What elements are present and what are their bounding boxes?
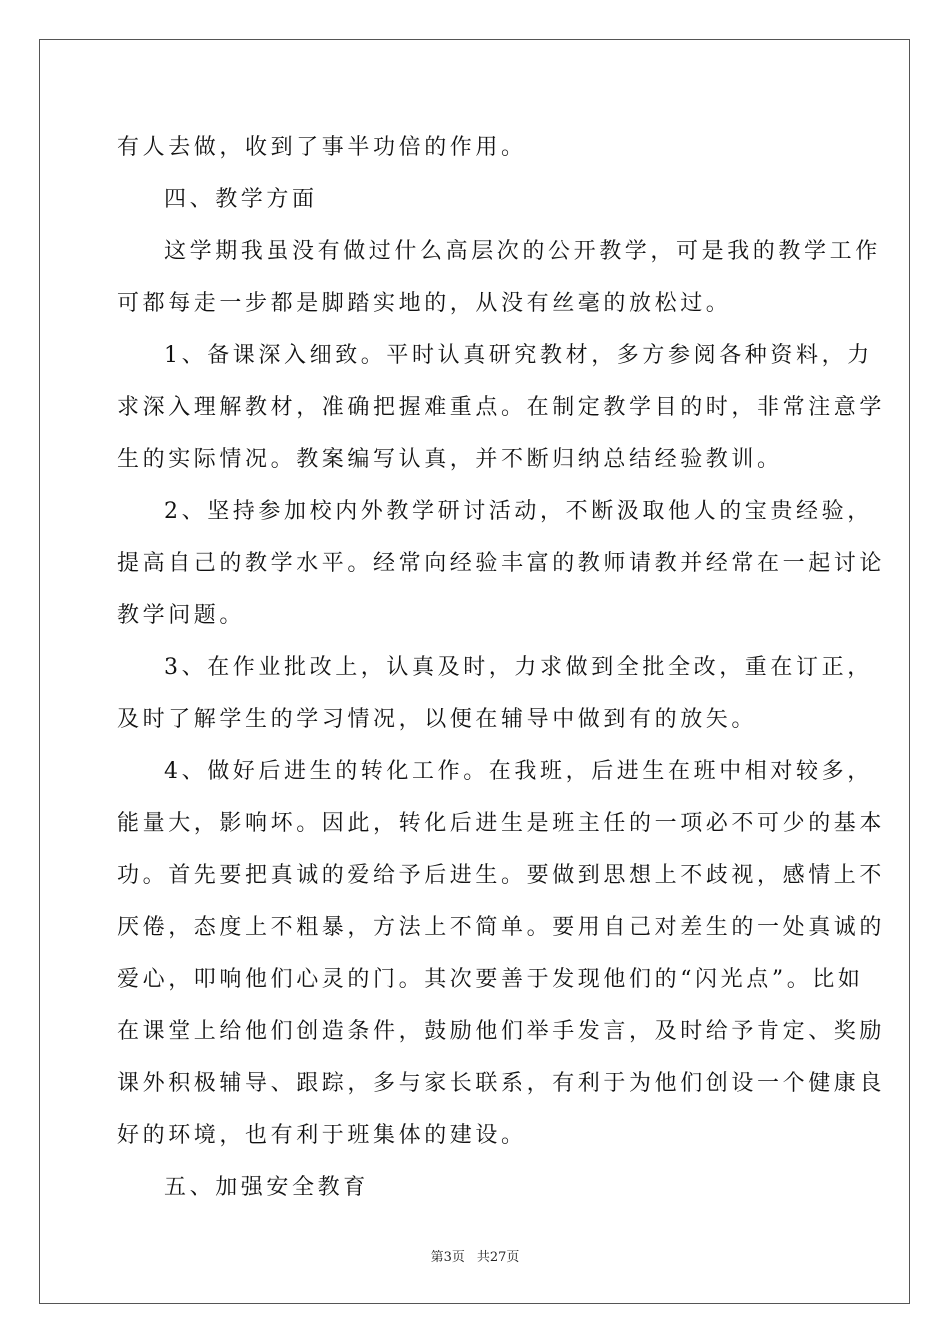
text-line: 1、备课深入细致。平时认真研究教材，多方参阅各种资料，力 — [164, 343, 873, 368]
text-line: 能量大，影响坏。因此，转化后进生是班主任的一项必不可少的基本 — [117, 811, 886, 836]
document-body — [117, 128, 886, 1220]
text-line: 3、在作业批改上，认真及时，力求做到全批全改，重在订正， — [164, 655, 873, 680]
page-number: 第3页 — [430, 1250, 465, 1265]
text-line: 好的环境，也有利于班集体的建设。 — [117, 1123, 527, 1148]
text-line: 求深入理解教材，准确把握难重点。在制定教学目的时，非常注意学 — [117, 395, 886, 420]
text-line: 可都每走一步都是脚踏实地的，从没有丝毫的放松过。 — [117, 291, 732, 316]
text-line: 厌倦，态度上不粗暴，方法上不简单。要用自己对差生的一处真诚的 — [117, 915, 886, 940]
text-line: 及时了解学生的学习情况，以便在辅导中做到有的放矢。 — [117, 707, 758, 732]
text-line: 功。首先要把真诚的爱给予后进生。要做到思想上不歧视，感情上不 — [117, 863, 886, 888]
text-line: 在课堂上给他们创造条件，鼓励他们举手发言，及时给予肯定、奖励 — [117, 1019, 886, 1044]
page-footer — [0, 1246, 950, 1265]
text-line: 2、坚持参加校内外教学研讨活动，不断汲取他人的宝贵经验， — [164, 499, 873, 524]
text-line: 生的实际情况。教案编写认真，并不断归纳总结经验教训。 — [117, 447, 783, 472]
page-total: 共27页 — [476, 1250, 520, 1265]
text-line: 4、做好后进生的转化工作。在我班，后进生在班中相对较多， — [164, 759, 873, 784]
text-line: 这学期我虽没有做过什么高层次的公开教学，可是我的教学工作 — [164, 239, 881, 264]
text-line: 爱心，叩响他们心灵的门。其次要善于发现他们的“闪光点”。比如 — [117, 967, 864, 992]
text-line: 五、加强安全教育 — [164, 1175, 369, 1200]
text-line: 课外积极辅导、跟踪，多与家长联系，有利于为他们创设一个健康良 — [117, 1071, 886, 1096]
text-line: 有人去做，收到了事半功倍的作用。 — [117, 135, 527, 160]
text-line: 提高自己的教学水平。经常向经验丰富的教师请教并经常在一起讨论 — [117, 551, 886, 576]
text-line: 四、教学方面 — [164, 187, 318, 212]
text-line: 教学问题。 — [117, 603, 246, 628]
